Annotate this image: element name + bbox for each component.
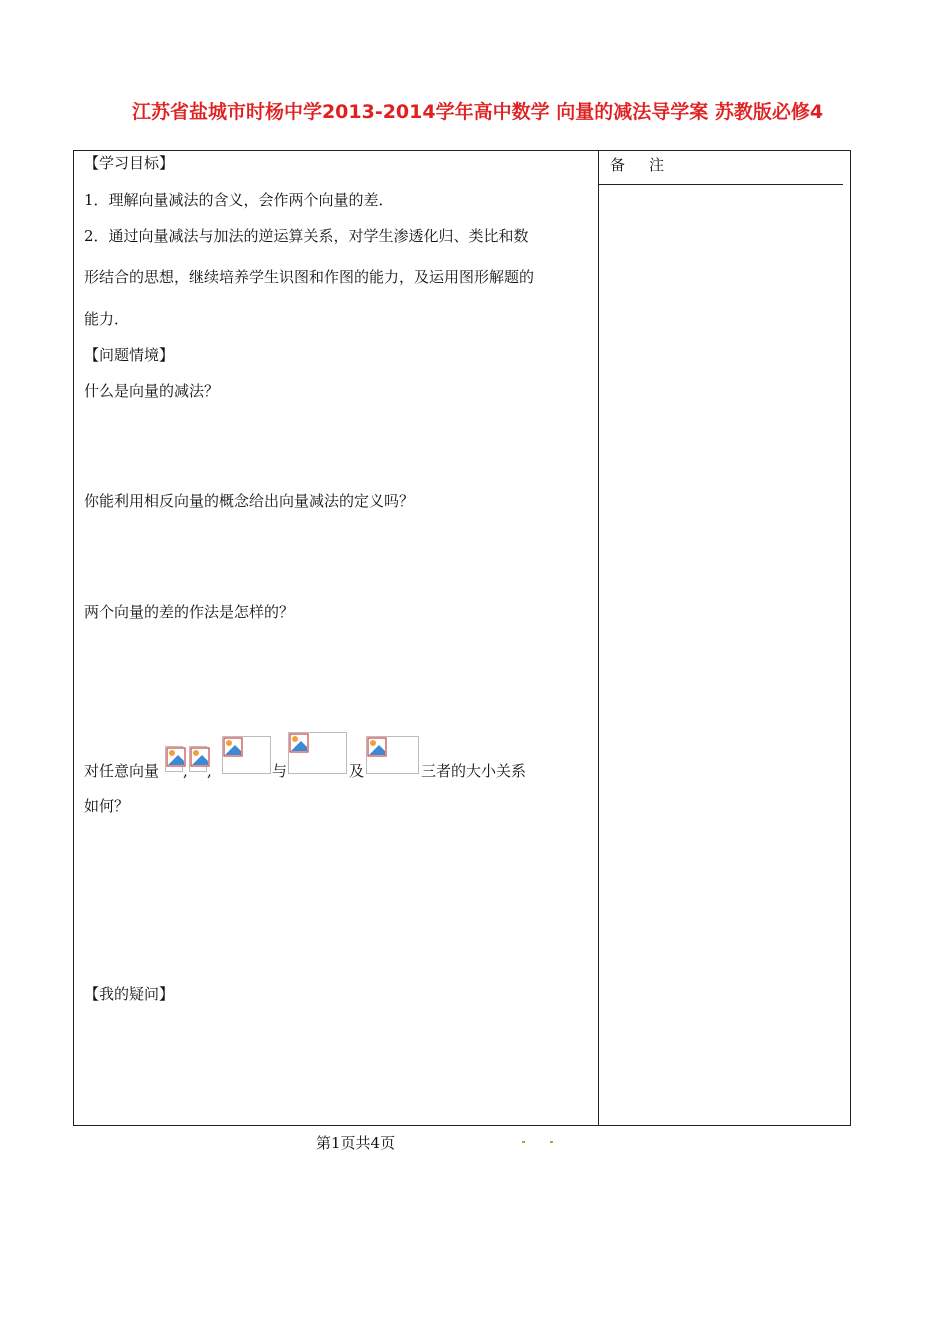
objective-2-line-3: 能力． — [84, 310, 130, 328]
objectives-heading: 【学习目标】 — [84, 154, 175, 172]
situation-heading: 【问题情境】 — [84, 346, 175, 364]
question-3: 两个向量的差的作法是怎样的？ — [84, 603, 295, 621]
vector-a-image-icon — [165, 746, 183, 772]
objective-2-line-2: 形结合的思想，继续培养学生识图和作图的能力，及运用图形解题的 — [84, 268, 535, 286]
column-divider — [598, 150, 599, 1126]
question-4-comma-2: , — [207, 762, 212, 780]
notes-column-header: 备注 — [610, 156, 689, 174]
question-4-suffix: 三者的大小关系 — [421, 762, 527, 780]
vector-b-image-icon — [189, 746, 207, 772]
decorative-dot-1 — [522, 1141, 525, 1143]
my-questions-heading: 【我的疑问】 — [84, 985, 175, 1003]
objective-1: 1．理解向量减法的含义，会作两个向量的差． — [84, 191, 394, 209]
worksheet-table — [73, 150, 851, 1126]
question-4-with: 与 — [272, 762, 288, 780]
vector-expression-1-image-icon — [222, 736, 271, 774]
question-1: 什么是向量的减法？ — [84, 382, 220, 400]
question-4-prefix: 对任意向量 — [84, 762, 160, 780]
vector-expression-3-image-icon — [366, 736, 419, 774]
objective-2-line-1: 2．通过向量减法与加法的逆运算关系，对学生渗透化归、类比和数 — [84, 227, 529, 245]
page-footer: 第1页共4页 — [316, 1134, 396, 1152]
decorative-dot-2 — [550, 1141, 553, 1143]
question-4-comma-1: , — [183, 762, 188, 780]
vector-expression-2-image-icon — [288, 732, 347, 774]
question-4-and: 及 — [349, 762, 365, 780]
question-2: 你能利用相反向量的概念给出向量减法的定义吗？ — [84, 492, 415, 510]
notes-header-rule — [599, 184, 843, 185]
question-4-end: 如何？ — [84, 797, 130, 815]
document-title: 江苏省盐城市时杨中学2013-2014学年高中数学 向量的减法导学案 苏教版必修4 — [131, 101, 824, 123]
